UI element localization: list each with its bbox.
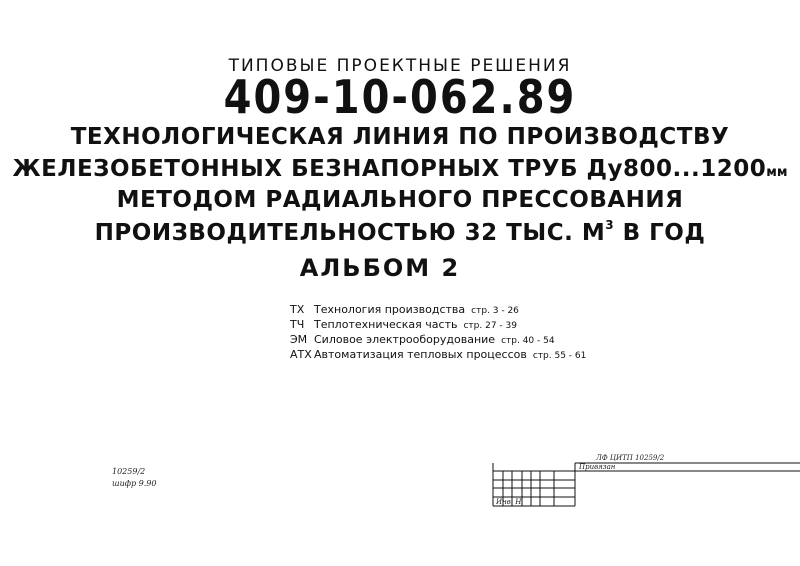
stamp-top-label: ЛФ ЦИТП 10259/2	[596, 454, 665, 462]
contents-title: Автоматизация тепловых процессов	[314, 348, 527, 361]
title-line-4-main: ПРОИЗВОДИТЕЛЬНОСТЬЮ 32 ТЫС. М	[94, 220, 606, 246]
handwritten-line-1: 10259/2	[112, 467, 146, 476]
series-heading: ТИПОВЫЕ ПРОЕКТНЫЕ РЕШЕНИЯ	[228, 56, 572, 76]
handwritten-line-2: шифр 9.90	[112, 479, 157, 488]
title-line-3: МЕТОДОМ РАДИАЛЬНОГО ПРЕССОВАНИЯ	[116, 187, 684, 213]
contents-pages: стр. 3 - 26	[471, 306, 519, 316]
stamp-row-label: Привязан	[579, 463, 616, 471]
document-number: 409-10-062.89	[223, 71, 577, 125]
contents-title: Технология производства	[314, 303, 466, 316]
contents-pages: стр. 27 - 39	[463, 321, 517, 331]
title-line-4-superscript: 3	[605, 218, 615, 232]
title-line-4-end: В ГОД	[614, 220, 706, 246]
stamp-corner-label: Инв. Н	[496, 498, 522, 506]
contents-code: ТЧ	[290, 318, 305, 331]
title-line-2-unit: мм	[766, 165, 788, 180]
title-line-2-main: ЖЕЛЕЗОБЕТОННЫХ БЕЗНАПОРНЫХ ТРУБ Ду800...1200	[12, 156, 767, 182]
contents-title: Силовое электрооборудование	[314, 333, 496, 346]
title-line-1: ТЕХНОЛОГИЧЕСКАЯ ЛИНИЯ ПО ПРОИЗВОДСТВУ	[70, 124, 730, 150]
contents-title: Теплотехническая часть	[314, 318, 458, 331]
contents-pages: стр. 55 - 61	[532, 351, 587, 361]
contents-code: АТХ	[290, 348, 312, 361]
contents-pages: стр. 40 - 54	[501, 336, 555, 346]
album-label: АЛЬБОМ 2	[299, 254, 461, 282]
contents-code: ТХ	[290, 303, 305, 316]
contents-code: ЭМ	[290, 333, 308, 346]
